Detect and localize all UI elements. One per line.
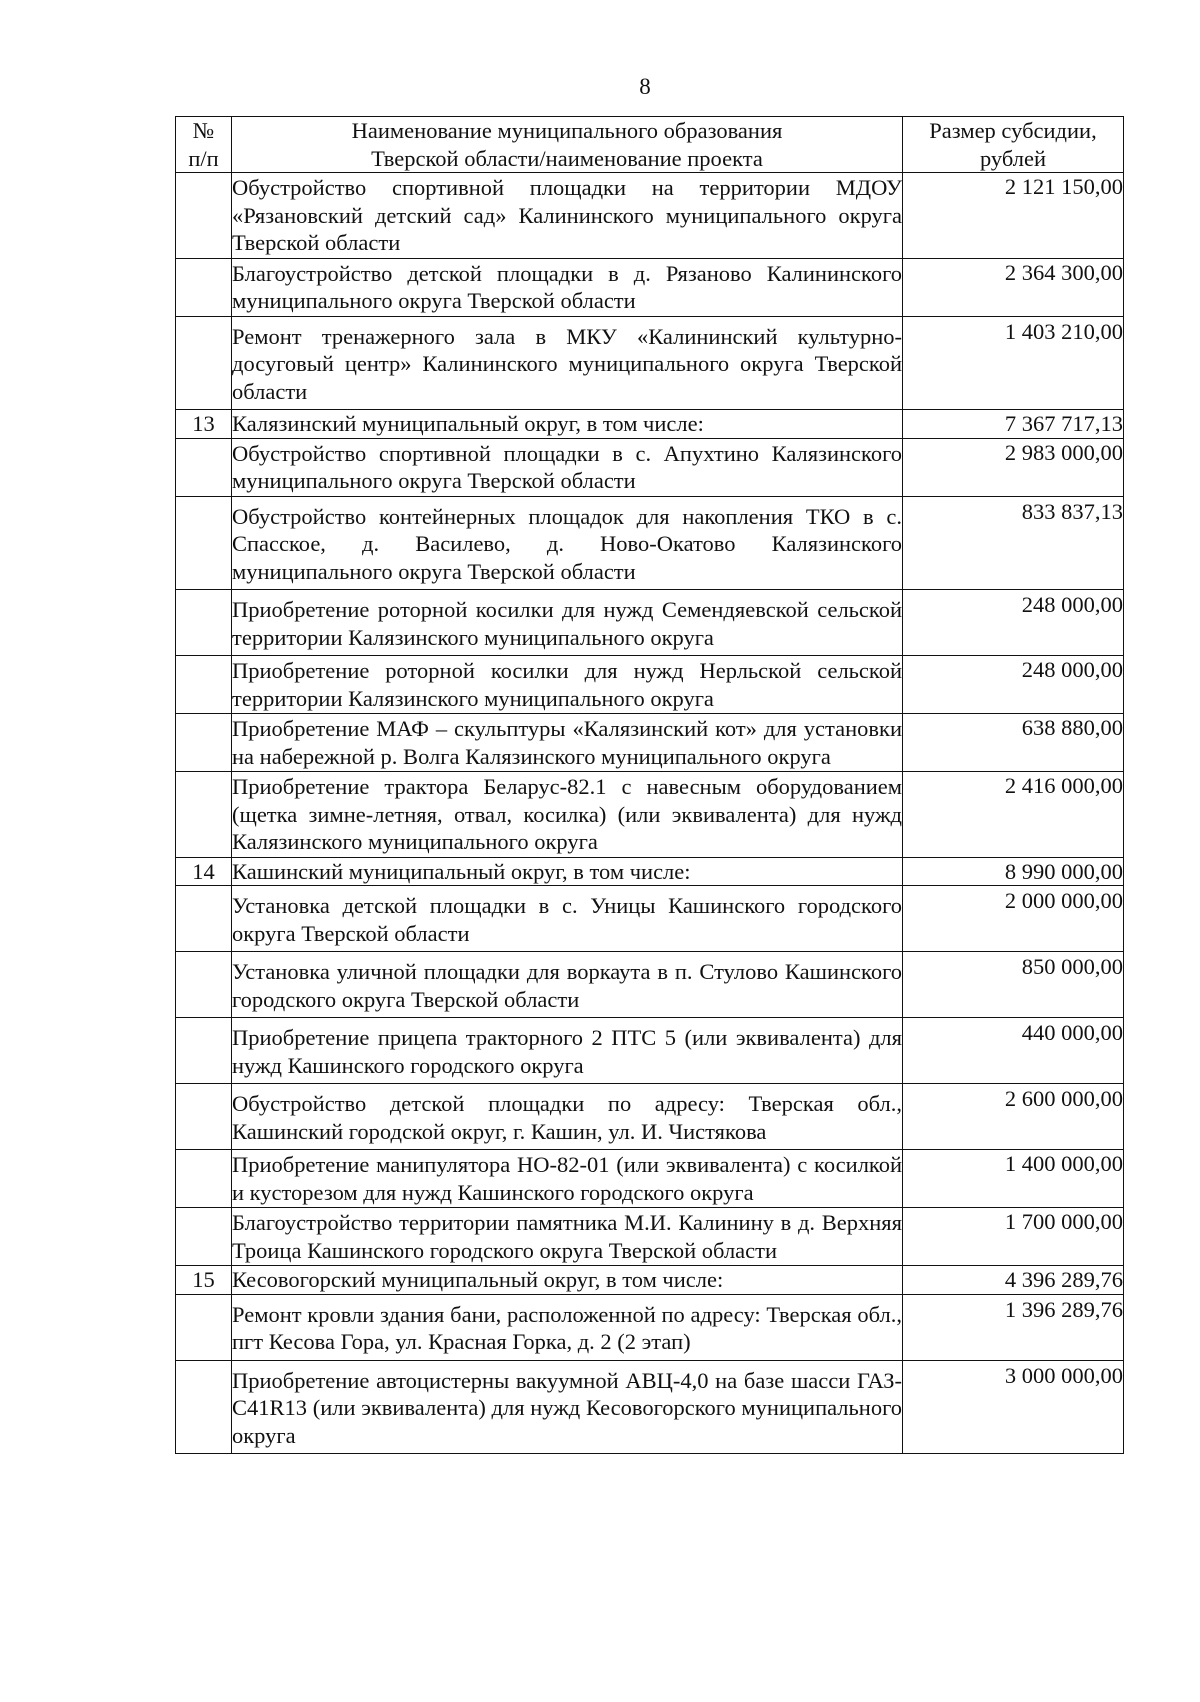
project-name: Обустройство спортивной площадки на территории МДОУ «Рязановский детский сад» Калининского муниципального округа Тверской области bbox=[232, 173, 903, 259]
project-name: Обустройство контейнерных площадок для накопления ТКО в с. Спасское, д. Василево, д. Ново-Окатово Калязинского муниципального округа Тверской области bbox=[232, 496, 903, 590]
district-name: Кашинский муниципальный округ, в том числе: bbox=[232, 857, 903, 886]
table-row-district bbox=[176, 410, 1124, 439]
district-name: Кесовогорский муниципальный округ, в том числе: bbox=[232, 1266, 903, 1295]
header-number: № п/п bbox=[176, 117, 232, 173]
subsidy-amount: 248 000,00 bbox=[903, 590, 1124, 656]
row-number bbox=[176, 1150, 232, 1208]
subsidy-amount: 2 416 000,00 bbox=[903, 772, 1124, 858]
project-name: Приобретение прицепа тракторного 2 ПТС 5 (или эквивалента) для нужд Кашинского городского округа bbox=[232, 1018, 903, 1084]
row-number bbox=[176, 590, 232, 656]
row-number bbox=[176, 886, 232, 952]
table-row bbox=[176, 1208, 1124, 1266]
subsidy-amount: 2 000 000,00 bbox=[903, 886, 1124, 952]
row-number bbox=[176, 1360, 232, 1454]
row-number bbox=[176, 258, 232, 316]
subsidy-amount: 1 403 210,00 bbox=[903, 316, 1124, 410]
project-name: Обустройство детской площадки по адресу: Тверская обл., Кашинский городской округ, г. Кашин, ул. И. Чистякова bbox=[232, 1084, 903, 1150]
table-row bbox=[176, 886, 1124, 952]
project-name: Приобретение автоцистерны вакуумной АВЦ-4,0 на базе шасси ГАЗ-С41R13 (или эквивалента) для нужд Кесовогорского муниципального округа bbox=[232, 1360, 903, 1454]
subsidy-amount: 248 000,00 bbox=[903, 656, 1124, 714]
table-row bbox=[176, 316, 1124, 410]
subsidy-amount: 440 000,00 bbox=[903, 1018, 1124, 1084]
subsidy-amount: 1 700 000,00 bbox=[903, 1208, 1124, 1266]
table-row-district bbox=[176, 1266, 1124, 1295]
table-row bbox=[176, 173, 1124, 259]
row-number bbox=[176, 496, 232, 590]
table-row bbox=[176, 1084, 1124, 1150]
row-number bbox=[176, 316, 232, 410]
subsidy-amount: 1 400 000,00 bbox=[903, 1150, 1124, 1208]
row-number bbox=[176, 1208, 232, 1266]
district-total-amount: 8 990 000,00 bbox=[903, 857, 1124, 886]
project-name: Ремонт тренажерного зала в МКУ «Калининский культурно-досуговый центр» Калининского муниципального округа Тверской области bbox=[232, 316, 903, 410]
row-number: 14 bbox=[176, 857, 232, 886]
project-name: Обустройство спортивной площадки в с. Апухтино Калязинского муниципального округа Тверской области bbox=[232, 438, 903, 496]
subsidy-amount: 1 396 289,76 bbox=[903, 1294, 1124, 1360]
table-row bbox=[176, 714, 1124, 772]
page-number: 8 bbox=[639, 74, 651, 99]
table-row bbox=[176, 1150, 1124, 1208]
subsidy-amount: 3 000 000,00 bbox=[903, 1360, 1124, 1454]
row-number bbox=[176, 772, 232, 858]
subsidy-amount: 2 364 300,00 bbox=[903, 258, 1124, 316]
table-row bbox=[176, 1294, 1124, 1360]
table-row bbox=[176, 590, 1124, 656]
table-row bbox=[176, 438, 1124, 496]
table-row bbox=[176, 952, 1124, 1018]
row-number: 15 bbox=[176, 1266, 232, 1295]
district-total-amount: 4 396 289,76 bbox=[903, 1266, 1124, 1295]
row-number bbox=[176, 438, 232, 496]
table-row-district bbox=[176, 857, 1124, 886]
header-amount: Размер субсидии, рублей bbox=[903, 117, 1124, 173]
header-name: Наименование муниципального образования Тверской области/наименование проекта bbox=[232, 117, 903, 173]
project-name: Ремонт кровли здания бани, расположенной по адресу: Тверская обл., пгт Кесова Гора, ул. Красная Горка, д. 2 (2 этап) bbox=[232, 1294, 903, 1360]
subsidy-amount: 2 121 150,00 bbox=[903, 173, 1124, 259]
project-name: Приобретение трактора Беларус-82.1 с навесным оборудованием (щетка зимне-летняя, отвал, косилка) (или эквивалента) для нужд Калязинского муниципального округа bbox=[232, 772, 903, 858]
table-row bbox=[176, 772, 1124, 858]
project-name: Благоустройство детской площадки в д. Рязаново Калининского муниципального округа Тверской области bbox=[232, 258, 903, 316]
subsidy-amount: 2 983 000,00 bbox=[903, 438, 1124, 496]
table-row bbox=[176, 1018, 1124, 1084]
subsidy-table bbox=[175, 116, 1124, 1454]
table-row bbox=[176, 496, 1124, 590]
table-row bbox=[176, 1360, 1124, 1454]
district-total-amount: 7 367 717,13 bbox=[903, 410, 1124, 439]
table-header-row bbox=[176, 117, 1124, 173]
project-name: Приобретение роторной косилки для нужд Семендяевской сельской территории Калязинского муниципального округа bbox=[232, 590, 903, 656]
row-number bbox=[176, 656, 232, 714]
project-name: Приобретение роторной косилки для нужд Нерльской сельской территории Калязинского муниципального округа bbox=[232, 656, 903, 714]
project-name: Установка детской площадки в с. Уницы Кашинского городского округа Тверской области bbox=[232, 886, 903, 952]
table-row bbox=[176, 258, 1124, 316]
subsidy-amount: 833 837,13 bbox=[903, 496, 1124, 590]
table-row bbox=[176, 656, 1124, 714]
project-name: Приобретение манипулятора НО-82-01 (или эквивалента) с косилкой и кусторезом для нужд Кашинского городского округа bbox=[232, 1150, 903, 1208]
row-number bbox=[176, 1018, 232, 1084]
row-number bbox=[176, 1294, 232, 1360]
row-number bbox=[176, 173, 232, 259]
project-name: Благоустройство территории памятника М.И. Калинину в д. Верхняя Троица Кашинского городского округа Тверской области bbox=[232, 1208, 903, 1266]
subsidy-amount: 850 000,00 bbox=[903, 952, 1124, 1018]
subsidy-amount: 2 600 000,00 bbox=[903, 1084, 1124, 1150]
row-number bbox=[176, 714, 232, 772]
project-name: Приобретение МАФ – скульптуры «Калязинский кот» для установки на набережной р. Волга Калязинского муниципального округа bbox=[232, 714, 903, 772]
project-name: Установка уличной площадки для воркаута в п. Стулово Кашинского городского округа Тверской области bbox=[232, 952, 903, 1018]
row-number bbox=[176, 952, 232, 1018]
row-number: 13 bbox=[176, 410, 232, 439]
subsidy-amount: 638 880,00 bbox=[903, 714, 1124, 772]
row-number bbox=[176, 1084, 232, 1150]
district-name: Калязинский муниципальный округ, в том числе: bbox=[232, 410, 903, 439]
